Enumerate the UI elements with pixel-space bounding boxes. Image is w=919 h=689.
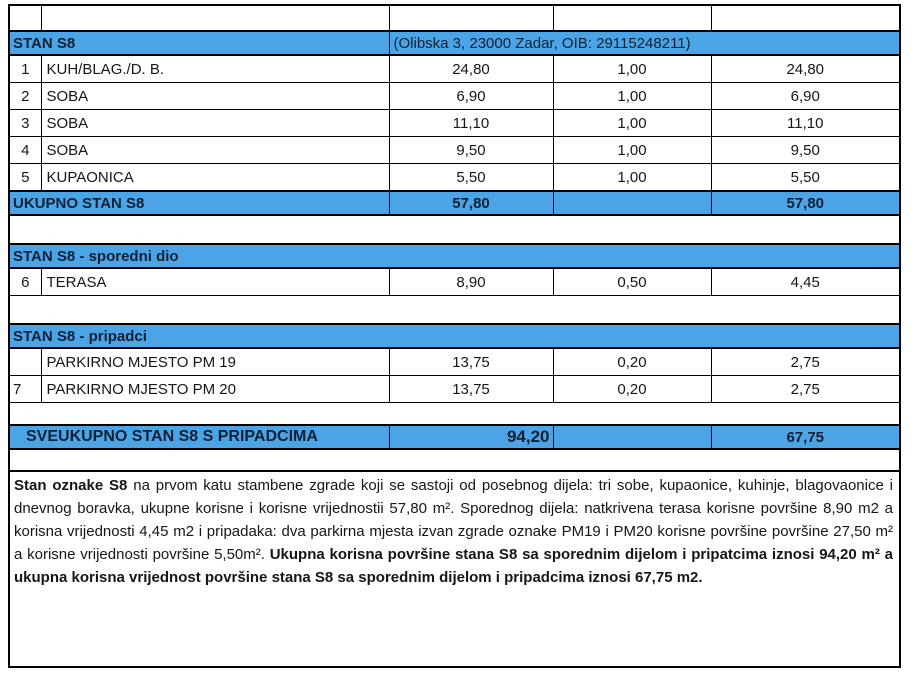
grand-total-value-cell: 67,75 [711,425,900,449]
spacer-cell [9,449,900,471]
spacer-row [9,403,900,426]
spacer-cell [9,403,900,426]
section-band-row [9,244,900,268]
coefficient-cell: 1,00 [553,55,711,83]
value-cell: 2,75 [711,348,900,376]
section-band-row [9,324,900,348]
row-number-cell: 1 [9,55,41,83]
row-number-cell: 4 [9,137,41,164]
room-name-cell: KUH/BLAG./D. B. [41,55,389,83]
row-number-cell: 3 [9,110,41,137]
description-row [9,471,900,667]
value-cell: 24,80 [711,55,900,83]
apartment-spec-table [8,4,901,668]
table-row [9,268,900,296]
row-number-cell: 2 [9,83,41,110]
value-cell: 2,75 [711,376,900,403]
apartment-title-row [9,31,900,55]
description-bold-segment: Ukupna korisna površine stana S8 sa sporednim dijelom i pripatcima iznosi 94,20 m² a ukupna korisna vrijednost površine stana S8 sa sporednim dijelom i pripadcima iznosi 67,75 m2. [14,546,893,586]
area-cell: 24,80 [389,55,553,83]
spacer-cell [9,296,900,325]
room-name-cell: PARKIRNO MJESTO PM 20 [41,376,389,403]
subtotal-row [9,191,900,215]
area-cell: 11,10 [389,110,553,137]
value-cell: 6,90 [711,83,900,110]
coefficient-cell: 1,00 [553,137,711,164]
coefficient-cell: 1,00 [553,110,711,137]
room-name-cell: TERASA [41,268,389,296]
subtotal-area-cell: 57,80 [389,191,553,215]
area-cell: 8,90 [389,268,553,296]
table-body [9,5,900,667]
room-name-cell: SOBA [41,83,389,110]
row-number-cell [9,348,41,376]
value-cell: 4,45 [711,268,900,296]
grand-total-area-cell: 94,20 [389,425,553,449]
blank-header-cell [553,5,711,31]
row-number-cell: 5 [9,164,41,192]
grand-total-label-cell: SVEUKUPNO STAN S8 S PRIPADCIMA [9,425,389,449]
blank-header-row [9,5,900,31]
blank-header-cell [389,5,553,31]
room-name-cell: SOBA [41,110,389,137]
description-bold-segment: Stan oznake S8 [14,477,128,494]
room-name-cell: KUPAONICA [41,164,389,192]
subtotal-value-cell: 57,80 [711,191,900,215]
grand-total-row [9,425,900,449]
room-name-cell: PARKIRNO MJESTO PM 19 [41,348,389,376]
table-row [9,55,900,83]
coefficient-cell: 1,00 [553,164,711,192]
area-cell: 6,90 [389,83,553,110]
area-cell: 13,75 [389,348,553,376]
subtotal-coefficient-cell [553,191,711,215]
blank-header-cell [711,5,900,31]
area-cell: 9,50 [389,137,553,164]
table-row [9,376,900,403]
table-row [9,348,900,376]
row-number-cell: 7 [9,376,41,403]
section-band-label: STAN S8 - sporedni dio [9,244,900,268]
value-cell: 9,50 [711,137,900,164]
coefficient-cell: 1,00 [553,83,711,110]
description-paragraph [9,471,900,667]
value-cell: 11,10 [711,110,900,137]
subtotal-label-cell: UKUPNO STAN S8 [9,191,389,215]
apartment-title-band: STAN S8 [9,31,389,55]
value-cell: 5,50 [711,164,900,192]
table-row [9,164,900,192]
blank-header-cell [9,5,41,31]
spacer-row [9,215,900,244]
section-band-label: STAN S8 - pripadci [9,324,900,348]
coefficient-cell: 0,20 [553,348,711,376]
grand-total-coefficient-cell [553,425,711,449]
description-text-segment: na prvom katu stambene zgrade koji se sastoji od posebnog dijela: tri sobe, kupaonice, kuhinje, blagovaonice i dnevnog boravka, ukupne korisne i korisne vrijednostii 57,80 m². Sporednog dijela: natkrivena terasa korisne površine 8,90 m2 a korisna vrijednosti 4,45 m2 i pripadaka: dva parkirna mjesta izvan zgrade oznake PM19 i PM20 korisne površine površine 27,50 m² a korisne vrijednosti površine 5,50m². [14,477,893,563]
spacer-row [9,449,900,471]
coefficient-cell: 0,50 [553,268,711,296]
row-number-cell: 6 [9,268,41,296]
spacer-cell [9,215,900,244]
spacer-row [9,296,900,325]
coefficient-cell: 0,20 [553,376,711,403]
apartment-address-band: (Olibska 3, 23000 Zadar, OIB: 29115248211) [389,31,900,55]
apartment-spec-sheet [8,4,901,668]
room-name-cell: SOBA [41,137,389,164]
blank-header-cell [41,5,389,31]
table-row [9,137,900,164]
area-cell: 5,50 [389,164,553,192]
table-row [9,110,900,137]
table-row [9,83,900,110]
area-cell: 13,75 [389,376,553,403]
